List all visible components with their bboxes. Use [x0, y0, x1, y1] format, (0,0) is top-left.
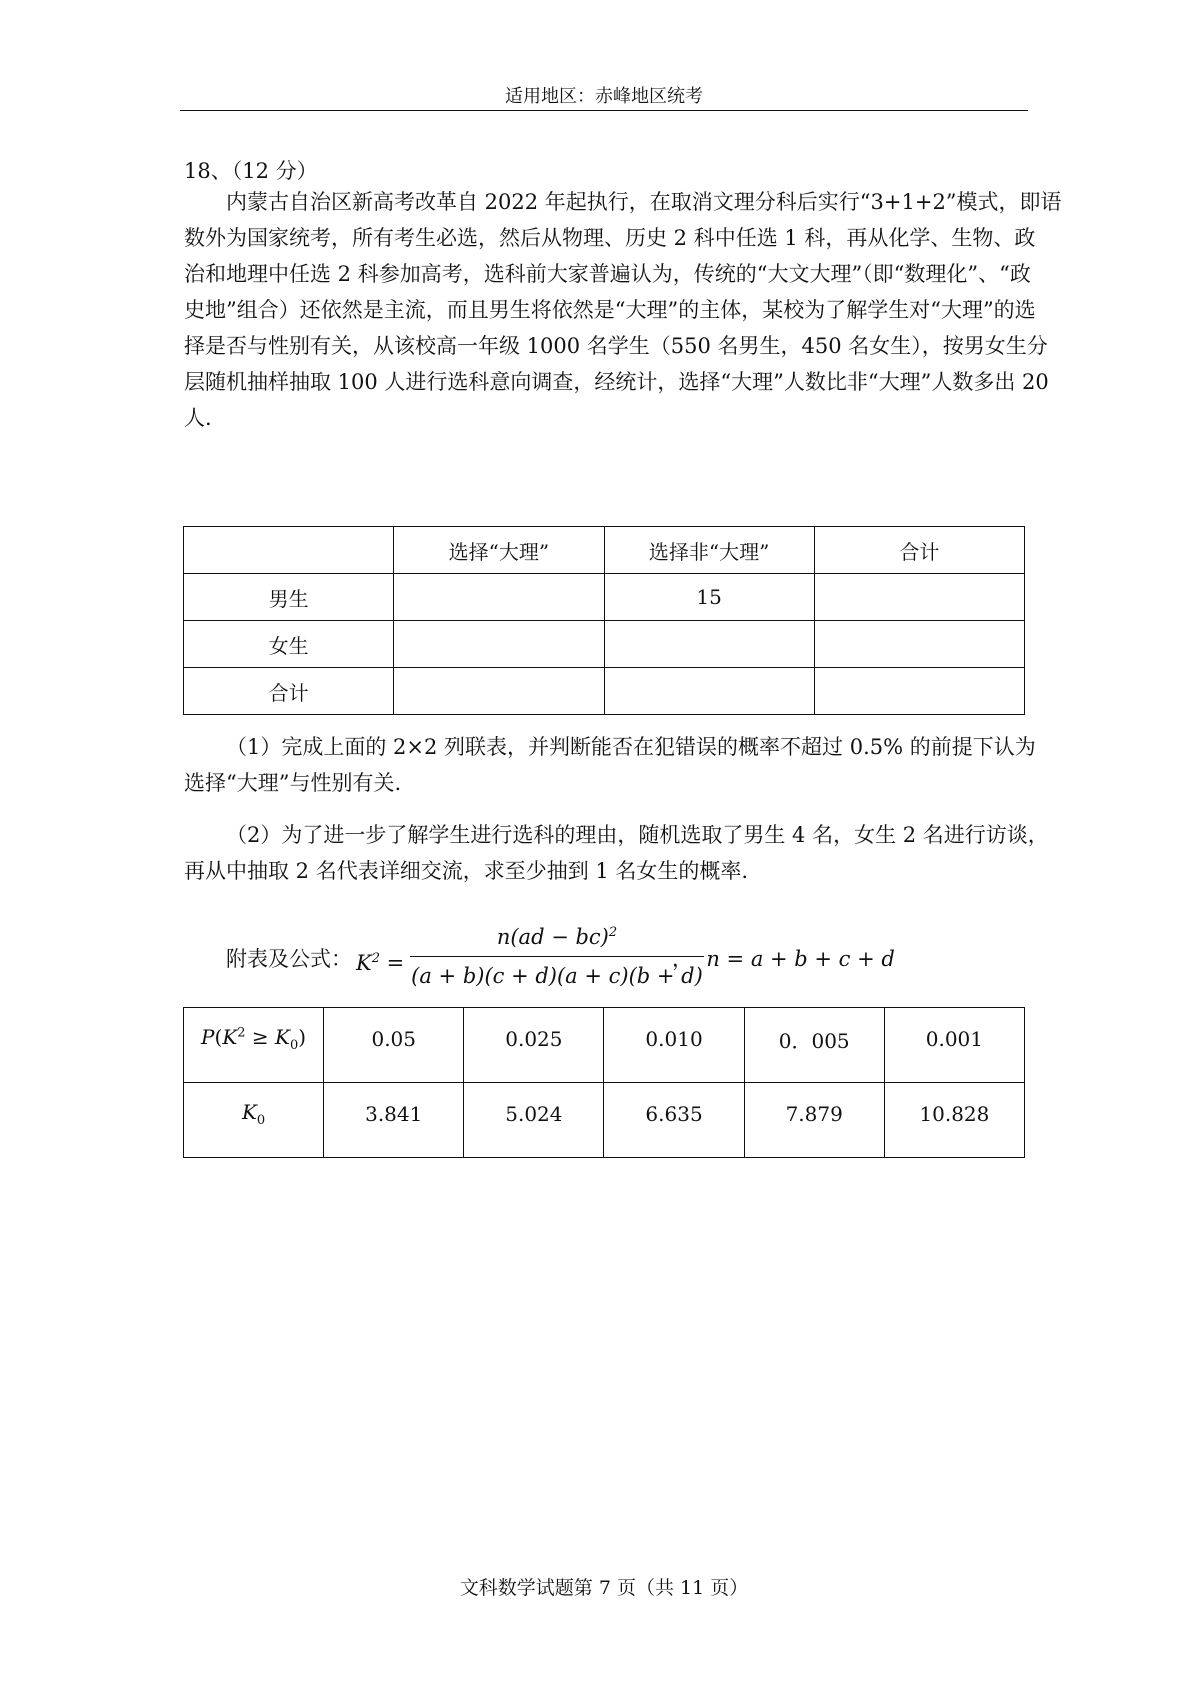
part2-line: 再从中抽取 2 名代表详细交流，求至少抽到 1 名女生的概率.: [184, 859, 749, 883]
table-row: [184, 668, 1025, 715]
question-number: 18、（12 分）: [184, 159, 318, 183]
table-cell: [814, 668, 1024, 715]
intro-line: 人.: [184, 406, 212, 430]
table-row-label: 合计: [184, 668, 394, 715]
table-row: [184, 621, 1025, 668]
k-row-label: $K_0$: [184, 1083, 324, 1158]
table-cell: 0.05: [324, 1008, 464, 1083]
table-row: [184, 574, 1025, 621]
critical-value-table: [183, 1007, 1025, 1158]
p-row-label: $P(K^2 \ge K_0)$: [184, 1008, 324, 1083]
page-header-region: 适用地区：赤峰地区统考: [505, 86, 703, 107]
n-definition: ， n = a + b + c + d: [672, 947, 895, 971]
table-cell: 0．005: [744, 1008, 884, 1083]
intro-line: 层随机抽样抽取 100 人进行选科意向调查，经统计，选择“大理”人数比非“大理”人数多出 20: [184, 370, 1049, 394]
formula-denominator: (a + b)(c + d)(a + c)(b + d): [411, 964, 703, 988]
table-row-label: 女生: [184, 621, 394, 668]
table-cell: [394, 574, 604, 621]
table-cell: 5.024: [464, 1083, 604, 1158]
table-cell: [814, 574, 1024, 621]
table-cell: 0.025: [464, 1008, 604, 1083]
intro-line: 择是否与性别有关，从该校高一年级 1000 名学生（550 名男生，450 名女生），按男女生分: [184, 334, 1048, 358]
table-cell: 15: [604, 574, 814, 621]
table-row: [184, 1008, 1025, 1083]
table-cell: 0.001: [884, 1008, 1024, 1083]
table-cell: [604, 621, 814, 668]
table-row-label: 男生: [184, 574, 394, 621]
intro-line: 内蒙古自治区新高考改革自 2022 年起执行，在取消文理分科后实行“3+1+2”模式，即语: [226, 190, 1062, 214]
question-intro: [184, 184, 1062, 436]
formula-numerator: n(ad − bc)$^2$: [496, 925, 618, 949]
table-cell: [184, 527, 394, 574]
table-header-row: [184, 527, 1025, 574]
contingency-table: [183, 526, 1025, 715]
table-cell: 3.841: [324, 1083, 464, 1158]
table-header-cell: 合计: [814, 527, 1024, 574]
table-cell: [394, 668, 604, 715]
part1-line: 选择“大理”与性别有关.: [184, 771, 402, 795]
intro-line: 史地”组合）还依然是主流，而且男生将依然是“大理”的主体，某校为了解学生对“大理”的选: [184, 298, 1036, 322]
k2-symbol: $K^2$ =: [356, 951, 405, 975]
formula-label: 附表及公式：: [226, 947, 352, 971]
part2-line: （2）为了进一步了解学生进行选科的理由，随机选取了男生 4 名，女生 2 名进行访谈，: [226, 823, 1049, 847]
page-footer: 文科数学试题第 7 页（共 11 页）: [459, 1577, 749, 1599]
intro-line: 数外为国家统考，所有考生必选，然后从物理、历史 2 科中任选 1 科，再从化学、生物、政: [184, 226, 1036, 250]
part1-line: （1）完成上面的 2×2 列联表，并判断能否在犯错误的概率不超过 0.5% 的前提下认为: [226, 735, 1036, 759]
table-cell: 10.828: [884, 1083, 1024, 1158]
table-header-cell: 选择非“大理”: [604, 527, 814, 574]
table-cell: 7.879: [744, 1083, 884, 1158]
table-cell: [394, 621, 604, 668]
table-row: [184, 1083, 1025, 1158]
table-header-cell: 选择“大理”: [394, 527, 604, 574]
fraction-bar: [410, 956, 704, 957]
table-cell: [814, 621, 1024, 668]
table-cell: 6.635: [604, 1083, 744, 1158]
k2-formula-fraction: [402, 916, 712, 993]
intro-line: 治和地理中任选 2 科参加高考，选科前大家普遍认为，传统的“大文大理”（即“数理化”、“政: [184, 262, 1031, 286]
table-cell: 0.010: [604, 1008, 744, 1083]
table-cell: [604, 668, 814, 715]
header-divider: [180, 110, 1028, 111]
